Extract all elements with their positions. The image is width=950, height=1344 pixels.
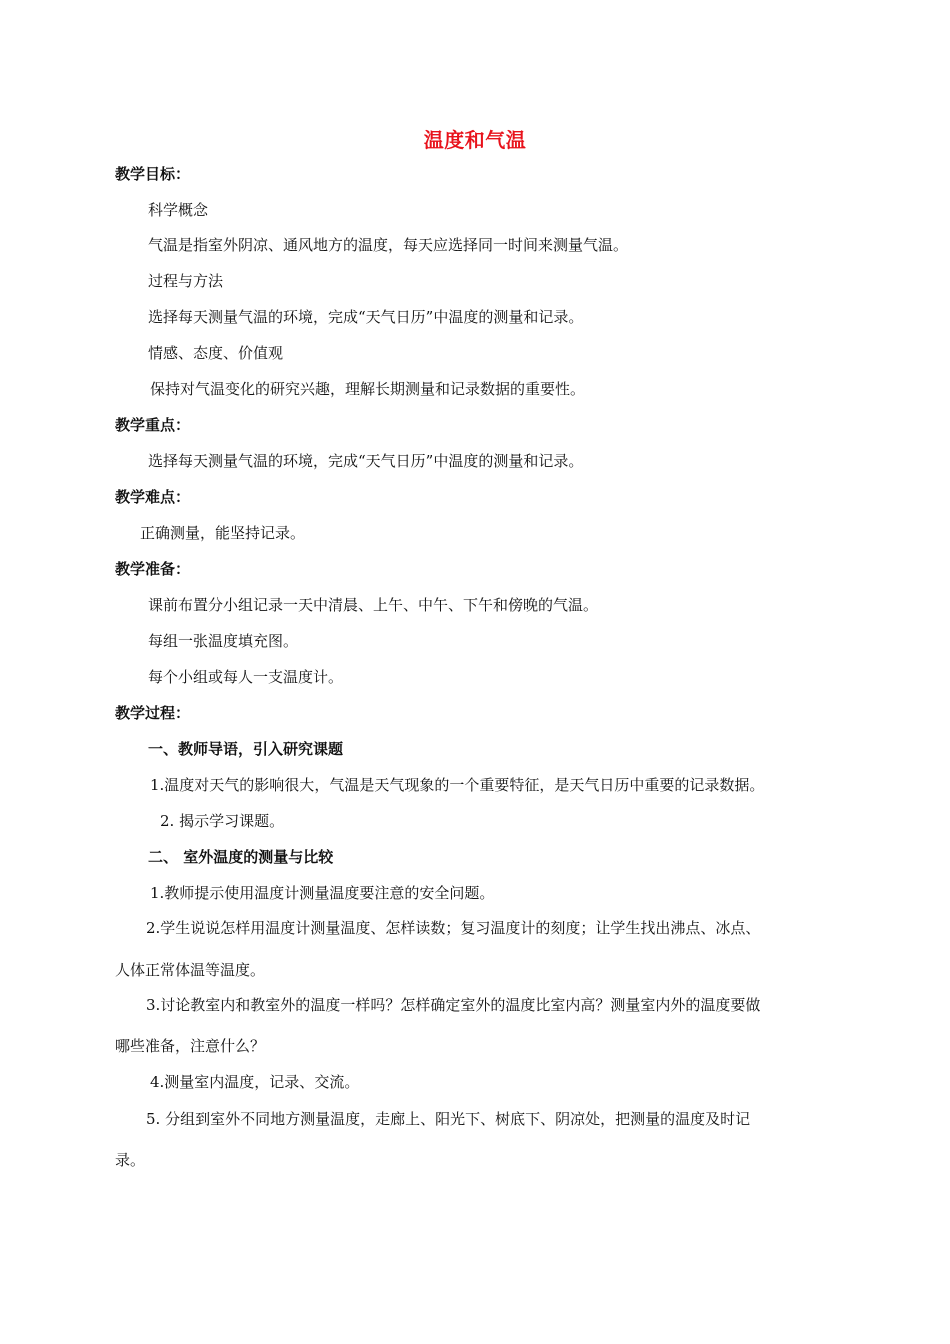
key-points-text: 选择每天测量气温的环境，完成“天气日历”中温度的测量和记录。 <box>148 452 584 470</box>
section2-item-continuation: 录。 <box>115 1151 146 1169</box>
section2-item-continuation: 人体正常体温等温度。 <box>115 961 266 979</box>
difficulties-text: 正确测量，能坚持记录。 <box>140 524 306 542</box>
process-method-text: 选择每天测量气温的环境，完成“天气日历”中温度的测量和记录。 <box>148 308 584 326</box>
preparation-heading: 教学准备： <box>115 560 191 578</box>
section2-item-continuation: 哪些准备，注意什么？ <box>115 1037 266 1055</box>
section1-item: 1.温度对天气的影响很大，气温是天气现象的一个重要特征，是天气日历中重要的记录数据。 <box>150 776 765 794</box>
objectives-heading: 教学目标： <box>115 165 191 183</box>
section1-title: 一、教师导语，引入研究课题 <box>148 740 344 758</box>
section2-title: 二、 室外温度的测量与比较 <box>148 848 334 866</box>
page-title: 温度和气温 <box>423 128 527 152</box>
section2-item: 5. 分组到室外不同地方测量温度，走廊上、阳光下、树底下、阴凉处，把测量的温度及时记 <box>146 1110 751 1128</box>
science-concept-text: 气温是指室外阴凉、通风地方的温度，每天应选择同一时间来测量气温。 <box>148 236 629 254</box>
process-heading: 教学过程： <box>115 704 191 722</box>
science-concept-label: 科学概念 <box>148 201 209 219</box>
preparation-item: 每个小组或每人一支温度计。 <box>148 668 344 686</box>
section1-item: 2. 揭示学习课题。 <box>160 812 285 830</box>
section2-item: 2.学生说说怎样用温度计测量温度、怎样读数；复习温度计的刻度；让学生找出沸点、冰点、 <box>146 919 761 937</box>
attitude-text: 保持对气温变化的研究兴趣，理解长期测量和记录数据的重要性。 <box>150 380 586 398</box>
section2-item: 1.教师提示使用温度计测量温度要注意的安全问题。 <box>150 884 495 902</box>
section2-item: 3.讨论教室内和教室外的温度一样吗？怎样确定室外的温度比室内高？测量室内外的温度要做 <box>146 996 761 1014</box>
section2-item: 4.测量室内温度，记录、交流。 <box>150 1073 360 1091</box>
preparation-item: 课前布置分小组记录一天中清晨、上午、中午、下午和傍晚的气温。 <box>148 596 599 614</box>
difficulties-heading: 教学难点： <box>115 488 191 506</box>
preparation-item: 每组一张温度填充图。 <box>148 632 299 650</box>
process-method-label: 过程与方法 <box>148 272 224 290</box>
key-points-heading: 教学重点： <box>115 416 191 434</box>
attitude-label: 情感、态度、价值观 <box>148 344 284 362</box>
